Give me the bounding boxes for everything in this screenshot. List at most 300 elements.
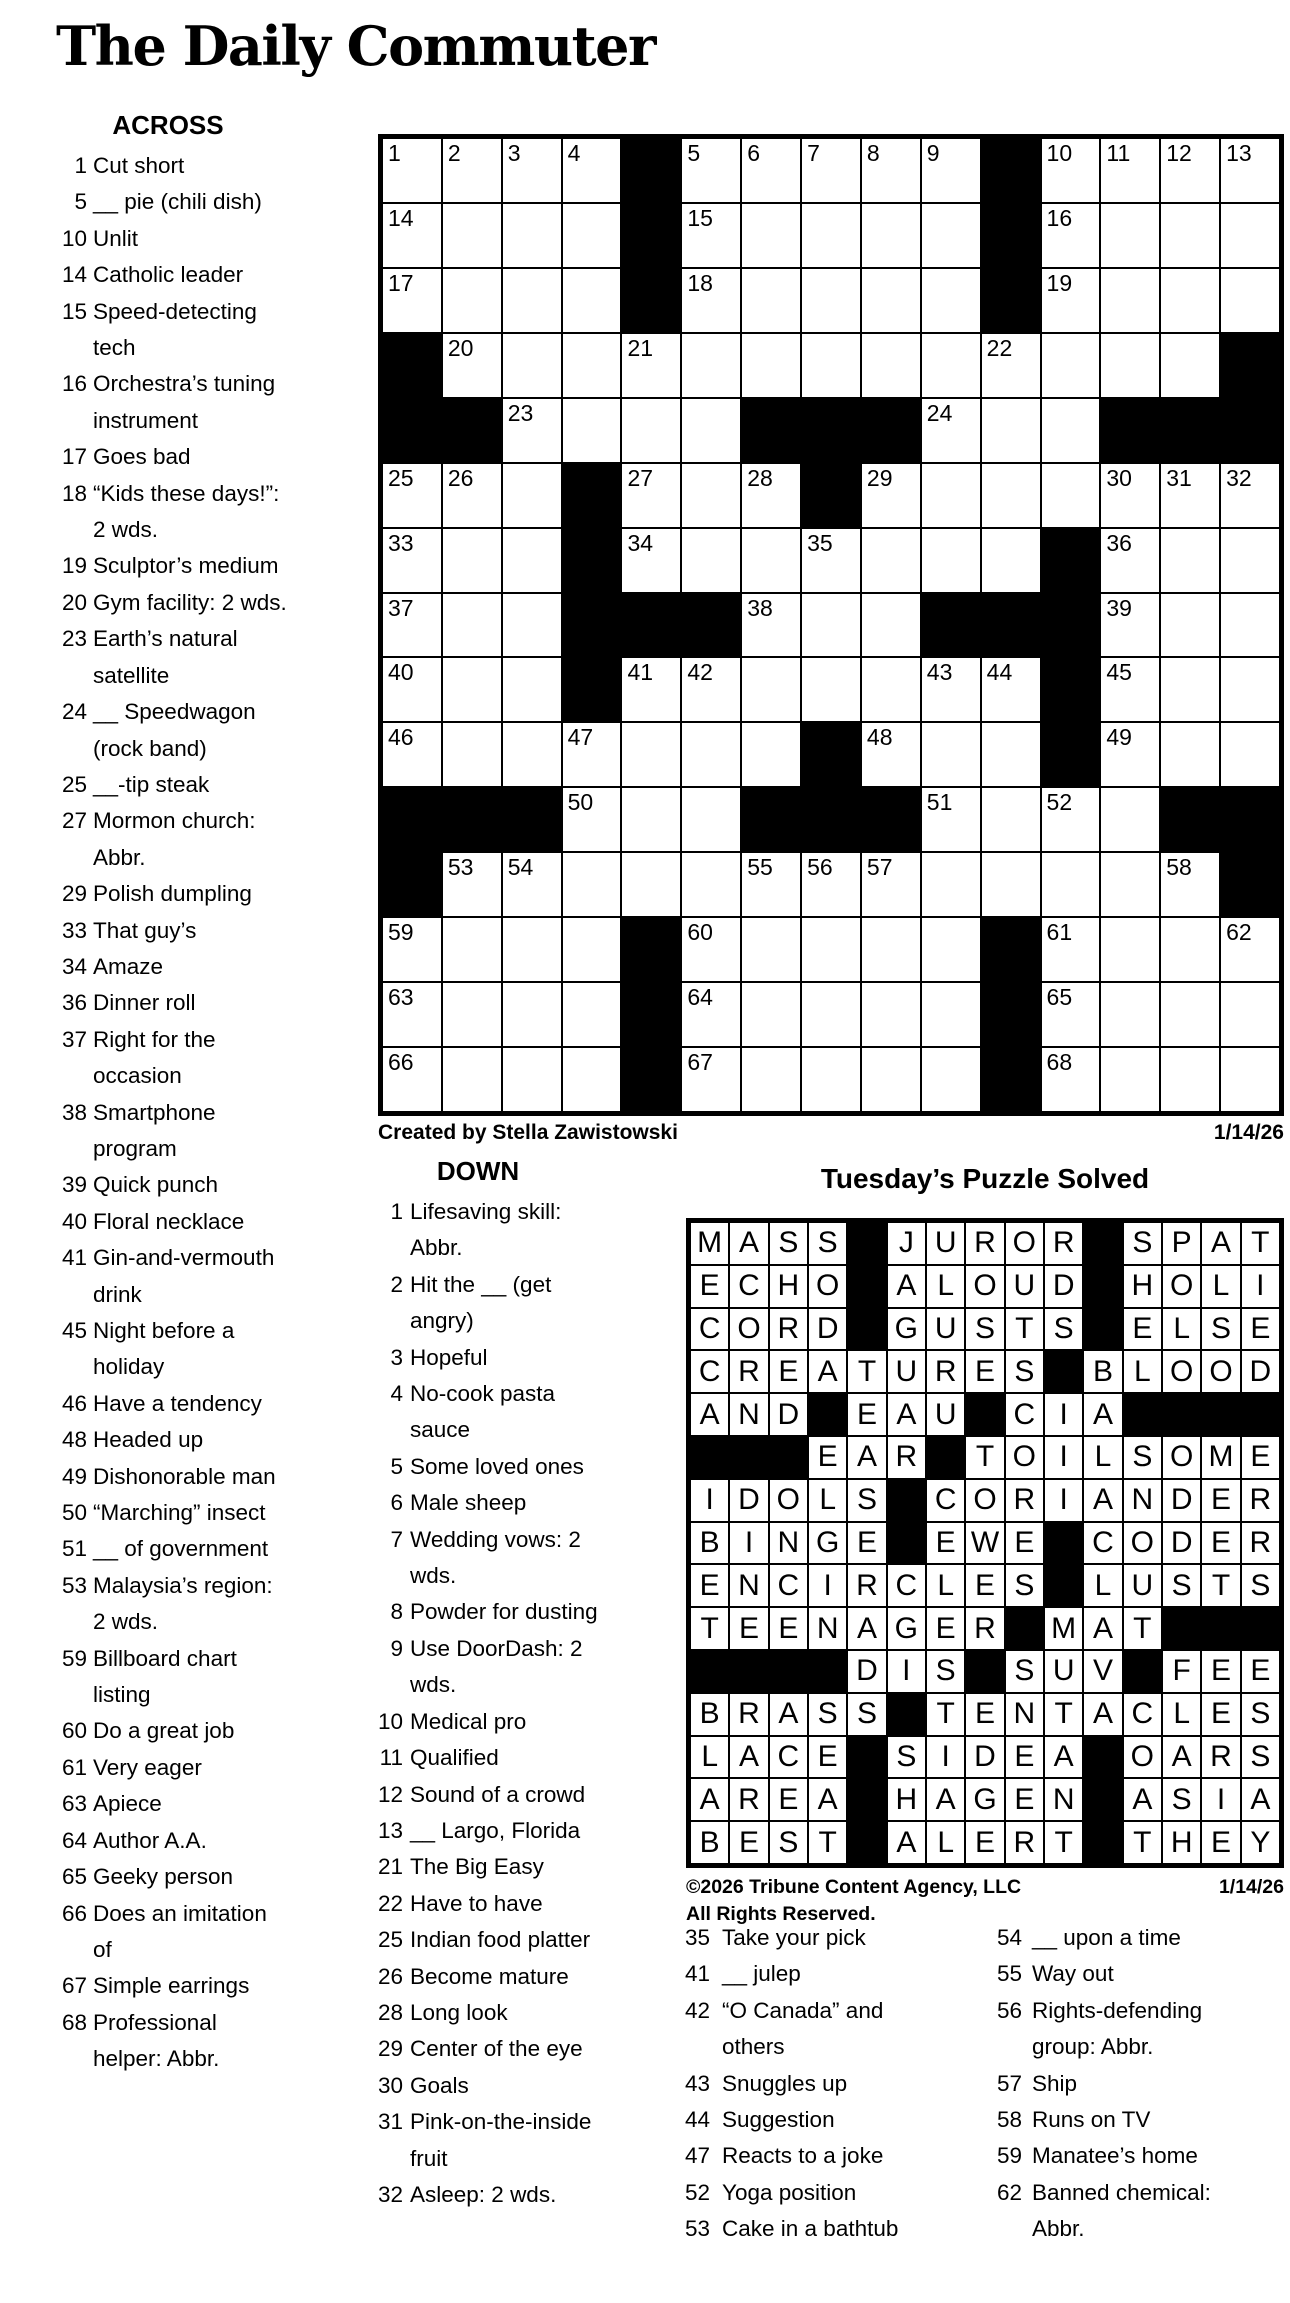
solution-letter: G — [815, 1525, 840, 1559]
grid-cell[interactable] — [862, 269, 920, 332]
grid-cell[interactable] — [503, 723, 561, 786]
grid-cell[interactable] — [682, 788, 740, 851]
grid-cell[interactable] — [1042, 983, 1100, 1046]
grid-cell[interactable] — [922, 334, 980, 397]
grid-cell — [1163, 1523, 1200, 1564]
grid-cell[interactable] — [1101, 269, 1159, 332]
grid-cell[interactable] — [1042, 399, 1100, 462]
grid-cell[interactable] — [742, 204, 800, 267]
down-clues-continued-right — [956, 1920, 1248, 2248]
grid-cell[interactable] — [1101, 334, 1159, 397]
grid-cell[interactable] — [1221, 918, 1279, 981]
cell-number: 33 — [388, 529, 414, 556]
cell-number: 31 — [1166, 464, 1192, 491]
grid-cell[interactable] — [862, 658, 920, 721]
clue-text: Unlit — [93, 225, 139, 251]
grid-cell[interactable] — [1101, 918, 1159, 981]
grid-cell[interactable] — [383, 529, 441, 592]
grid-cell[interactable] — [1221, 529, 1279, 592]
clue-number: 24 — [61, 699, 87, 725]
grid-cell[interactable] — [802, 658, 860, 721]
grid-cell[interactable] — [982, 723, 1040, 786]
grid-cell[interactable] — [922, 529, 980, 592]
grid-cell[interactable] — [1042, 853, 1100, 916]
grid-cell — [966, 1223, 1003, 1264]
grid-cell[interactable] — [1221, 723, 1279, 786]
grid-cell[interactable] — [503, 399, 561, 462]
grid-cell[interactable] — [862, 464, 920, 527]
grid-cell[interactable] — [503, 139, 561, 202]
grid-cell[interactable] — [682, 853, 740, 916]
grid-cell[interactable] — [742, 529, 800, 592]
grid-cell[interactable] — [862, 204, 920, 267]
grid-cell[interactable] — [1161, 204, 1219, 267]
grid-cell[interactable] — [1101, 658, 1159, 721]
grid-cell[interactable] — [443, 983, 501, 1046]
clue-number: 1 — [390, 1199, 403, 1224]
solution-letter: E — [1210, 1525, 1231, 1559]
black-square — [622, 204, 680, 267]
grid-cell[interactable] — [383, 918, 441, 981]
clue-text: Earth’s natural satellite — [93, 626, 238, 688]
grid-cell[interactable] — [622, 464, 680, 527]
grid-cell[interactable] — [1161, 529, 1219, 592]
clue — [956, 2102, 1248, 2138]
solution-letter: O — [1130, 1525, 1154, 1559]
grid-cell[interactable] — [1221, 594, 1279, 657]
clue-number: 57 — [996, 2070, 1022, 2096]
solution-letter: T — [975, 1440, 995, 1474]
grid-cell[interactable] — [682, 983, 740, 1046]
clue-number: 10 — [377, 1708, 403, 1734]
solution-letter: C — [1131, 1697, 1154, 1731]
grid-cell[interactable] — [742, 723, 800, 786]
grid-cell[interactable] — [622, 788, 680, 851]
grid-cell[interactable] — [503, 594, 561, 657]
grid-cell[interactable] — [622, 853, 680, 916]
grid-cell — [848, 1608, 885, 1649]
grid-cell[interactable] — [1042, 204, 1100, 267]
grid-cell[interactable] — [1042, 334, 1100, 397]
grid-cell[interactable] — [563, 918, 621, 981]
grid-cell[interactable] — [1101, 529, 1159, 592]
grid-cell[interactable] — [1101, 464, 1159, 527]
solution-letter: S — [856, 1483, 877, 1517]
grid-cell[interactable] — [383, 139, 441, 202]
grid-cell[interactable] — [1161, 269, 1219, 332]
grid-cell[interactable] — [383, 658, 441, 721]
grid-cell[interactable] — [503, 1048, 561, 1111]
grid-cell[interactable] — [622, 334, 680, 397]
grid-cell[interactable] — [922, 204, 980, 267]
solution-letter: A — [1210, 1226, 1231, 1260]
clue — [40, 184, 296, 220]
solution-letter: E — [1210, 1825, 1231, 1859]
grid-cell[interactable] — [1101, 1048, 1159, 1111]
grid-cell[interactable] — [682, 529, 740, 592]
grid-cell[interactable] — [383, 594, 441, 657]
solution-letter: S — [1171, 1782, 1192, 1816]
grid-cell[interactable] — [742, 918, 800, 981]
grid-cell[interactable] — [443, 853, 501, 916]
clue-text: Smartphone program — [93, 1099, 216, 1161]
grid-cell[interactable] — [1221, 1048, 1279, 1111]
grid-cell[interactable] — [563, 723, 621, 786]
grid-cell — [888, 1309, 925, 1350]
clue — [40, 1713, 296, 1749]
grid-cell[interactable] — [443, 464, 501, 527]
grid-cell[interactable] — [503, 334, 561, 397]
grid-cell[interactable] — [503, 529, 561, 592]
grid-cell — [888, 1651, 925, 1692]
grid-cell[interactable] — [802, 204, 860, 267]
grid-cell[interactable] — [802, 334, 860, 397]
grid-cell — [1242, 1565, 1279, 1606]
grid-cell[interactable] — [503, 204, 561, 267]
grid-cell[interactable] — [742, 334, 800, 397]
grid-cell[interactable] — [563, 399, 621, 462]
grid-cell — [888, 1565, 925, 1606]
grid-cell[interactable] — [682, 399, 740, 462]
grid-cell[interactable] — [1161, 594, 1219, 657]
grid-cell[interactable] — [1101, 853, 1159, 916]
clue-number: 43 — [684, 2070, 710, 2096]
black-square — [622, 269, 680, 332]
clue-text: Indian food platter — [410, 1927, 591, 1953]
grid-cell[interactable] — [802, 269, 860, 332]
grid-cell[interactable] — [922, 139, 980, 202]
grid-cell — [1084, 1523, 1121, 1564]
cell-number: 18 — [687, 269, 713, 296]
grid-cell[interactable] — [922, 788, 980, 851]
grid-cell — [1006, 1309, 1043, 1350]
clue — [338, 1194, 618, 1267]
clue — [338, 1886, 618, 1922]
grid-cell[interactable] — [443, 918, 501, 981]
grid-cell[interactable] — [1042, 788, 1100, 851]
grid-cell[interactable] — [1042, 918, 1100, 981]
grid-cell[interactable] — [742, 594, 800, 657]
down-clues-list-continued — [648, 1920, 918, 2248]
solution-letter: R — [974, 1226, 996, 1260]
grid-cell[interactable] — [443, 204, 501, 267]
grid-cell[interactable] — [1101, 723, 1159, 786]
grid-cell[interactable] — [742, 464, 800, 527]
cell-number: 21 — [627, 334, 654, 361]
solution-letter: C — [777, 1739, 800, 1773]
grid-cell[interactable] — [802, 1048, 860, 1111]
grid-cell[interactable] — [922, 399, 980, 462]
grid-cell[interactable] — [383, 204, 441, 267]
grid-cell[interactable] — [1161, 723, 1219, 786]
black-square — [1242, 1608, 1279, 1649]
grid-cell — [1124, 1351, 1161, 1392]
cell-number: 24 — [926, 399, 953, 426]
clue-number: 52 — [684, 2179, 710, 2205]
grid-cell[interactable] — [1221, 269, 1279, 332]
grid-cell[interactable] — [802, 529, 860, 592]
grid-cell — [1045, 1651, 1082, 1692]
grid-cell — [1006, 1266, 1043, 1307]
grid-cell[interactable] — [922, 1048, 980, 1111]
grid-cell — [1163, 1351, 1200, 1392]
black-square — [770, 1651, 807, 1692]
grid-cell[interactable] — [563, 1048, 621, 1111]
clue-number: 25 — [61, 771, 87, 797]
grid-cell[interactable] — [682, 204, 740, 267]
clue-number: 27 — [61, 808, 87, 834]
clue-text: Gym facility: 2 wds. — [93, 589, 287, 615]
grid-cell[interactable] — [503, 983, 561, 1046]
grid-cell[interactable] — [1221, 983, 1279, 1046]
solution-letter: A — [778, 1697, 799, 1731]
solution-letter: I — [1059, 1440, 1068, 1474]
grid-cell[interactable] — [922, 723, 980, 786]
grid-cell[interactable] — [682, 269, 740, 332]
grid-cell[interactable] — [982, 658, 1040, 721]
grid-cell[interactable] — [1161, 464, 1219, 527]
grid-cell[interactable] — [1161, 139, 1219, 202]
grid-cell[interactable] — [802, 983, 860, 1046]
down-clues-list — [338, 1194, 618, 2213]
grid-cell[interactable] — [383, 983, 441, 1046]
grid-cell[interactable] — [383, 723, 441, 786]
grid-cell[interactable] — [862, 918, 920, 981]
grid-cell — [809, 1266, 846, 1307]
grid-cell[interactable] — [802, 918, 860, 981]
grid-cell — [966, 1737, 1003, 1778]
clue-number: 44 — [684, 2107, 710, 2133]
clue-text: Goes bad — [93, 444, 191, 470]
grid-cell[interactable] — [742, 139, 800, 202]
grid-cell[interactable] — [563, 269, 621, 332]
grid-cell[interactable] — [1221, 139, 1279, 202]
cell-number: 15 — [687, 204, 713, 231]
clue — [338, 1740, 618, 1776]
cell-number: 62 — [1226, 919, 1252, 946]
solution-letter: N — [1131, 1483, 1154, 1517]
grid-cell[interactable] — [1101, 594, 1159, 657]
grid-cell[interactable] — [1042, 464, 1100, 527]
black-square — [802, 788, 860, 851]
grid-cell[interactable] — [1101, 204, 1159, 267]
solution-letter: N — [1052, 1782, 1075, 1816]
solution-letter: I — [902, 1654, 911, 1688]
grid-cell[interactable] — [622, 399, 680, 462]
grid-cell[interactable] — [1221, 204, 1279, 267]
clue-number: 1 — [74, 153, 87, 178]
grid-cell — [1242, 1266, 1279, 1307]
grid-cell[interactable] — [503, 918, 561, 981]
grid-cell[interactable] — [802, 853, 860, 916]
solution-letter: E — [699, 1269, 720, 1303]
clue — [338, 2177, 618, 2213]
solution-letter: A — [817, 1354, 838, 1388]
grid-cell[interactable] — [802, 594, 860, 657]
grid-cell — [770, 1351, 807, 1392]
grid-cell[interactable] — [1101, 788, 1159, 851]
solution-letter: S — [1132, 1440, 1153, 1474]
grid-cell[interactable] — [982, 853, 1040, 916]
grid-cell[interactable] — [1161, 918, 1219, 981]
grid-cell[interactable] — [742, 853, 800, 916]
grid-cell[interactable] — [622, 658, 680, 721]
grid-cell[interactable] — [922, 269, 980, 332]
grid-cell[interactable] — [742, 658, 800, 721]
cell-number: 58 — [1166, 854, 1192, 881]
solution-letter: T — [1133, 1611, 1152, 1645]
grid-cell[interactable] — [682, 658, 740, 721]
grid-cell[interactable] — [1101, 983, 1159, 1046]
grid-cell[interactable] — [563, 139, 621, 202]
grid-cell[interactable] — [563, 334, 621, 397]
grid-cell[interactable] — [862, 1048, 920, 1111]
solution-letter: S — [1014, 1568, 1035, 1602]
grid-cell[interactable] — [862, 723, 920, 786]
solution-letter: O — [1169, 1269, 1194, 1303]
grid-cell[interactable] — [682, 334, 740, 397]
grid-cell — [770, 1565, 807, 1606]
grid-cell[interactable] — [982, 464, 1040, 527]
grid-cell[interactable] — [1101, 139, 1159, 202]
grid-cell — [730, 1523, 767, 1564]
grid-cell[interactable] — [622, 723, 680, 786]
grid-cell — [1242, 1651, 1279, 1692]
grid-cell[interactable] — [862, 594, 920, 657]
clue-number: 15 — [61, 298, 87, 324]
black-square — [1045, 1565, 1082, 1606]
grid-cell[interactable] — [862, 139, 920, 202]
black-square — [982, 204, 1040, 267]
grid-cell[interactable] — [443, 594, 501, 657]
grid-cell[interactable] — [1221, 464, 1279, 527]
grid-cell[interactable] — [682, 1048, 740, 1111]
clue-number: 59 — [61, 1645, 87, 1671]
grid-cell — [1124, 1822, 1161, 1863]
grid-cell[interactable] — [982, 529, 1040, 592]
clue-text: The Big Easy — [410, 1854, 544, 1880]
grid-cell[interactable] — [503, 853, 561, 916]
grid-cell[interactable] — [443, 723, 501, 786]
grid-cell[interactable] — [922, 983, 980, 1046]
cell-number: 7 — [807, 140, 820, 166]
clue-number: 50 — [61, 1500, 87, 1526]
grid-cell[interactable] — [862, 983, 920, 1046]
grid-cell[interactable] — [1161, 853, 1219, 916]
grid-cell[interactable] — [1042, 139, 1100, 202]
grid-cell[interactable] — [982, 788, 1040, 851]
grid-cell[interactable] — [383, 1048, 441, 1111]
grid-cell[interactable] — [682, 918, 740, 981]
grid-cell[interactable] — [1161, 334, 1219, 397]
grid-cell[interactable] — [982, 334, 1040, 397]
grid-cell[interactable] — [383, 464, 441, 527]
grid-cell[interactable] — [1042, 1048, 1100, 1111]
grid-cell — [848, 1394, 885, 1435]
grid-cell[interactable] — [443, 1048, 501, 1111]
black-square — [1084, 1266, 1121, 1307]
grid-cell — [1124, 1565, 1161, 1606]
grid-cell[interactable] — [922, 853, 980, 916]
grid-cell[interactable] — [862, 334, 920, 397]
grid-cell[interactable] — [1161, 658, 1219, 721]
grid-cell[interactable] — [1042, 269, 1100, 332]
grid-cell[interactable] — [682, 723, 740, 786]
grid-cell[interactable] — [503, 269, 561, 332]
grid-cell[interactable] — [682, 139, 740, 202]
clue — [40, 913, 296, 949]
grid-cell[interactable] — [922, 658, 980, 721]
grid-cell[interactable] — [563, 983, 621, 1046]
grid-cell — [927, 1309, 964, 1350]
clue — [40, 1095, 296, 1168]
clue — [956, 2066, 1248, 2102]
grid-cell — [1124, 1223, 1161, 1264]
grid-cell — [770, 1694, 807, 1735]
black-square — [1221, 788, 1279, 851]
grid-cell[interactable] — [563, 788, 621, 851]
grid-cell[interactable] — [503, 464, 561, 527]
grid-cell — [1242, 1437, 1279, 1478]
clue — [40, 585, 296, 621]
grid-cell[interactable] — [443, 139, 501, 202]
black-square — [848, 1266, 885, 1307]
grid-cell[interactable] — [1221, 658, 1279, 721]
black-square — [848, 1779, 885, 1820]
solution-letter: R — [895, 1440, 918, 1474]
clue-number: 67 — [61, 1973, 87, 1999]
grid-cell[interactable] — [383, 269, 441, 332]
clue-number: 22 — [377, 1890, 403, 1916]
grid-cell[interactable] — [622, 529, 680, 592]
grid-cell[interactable] — [443, 658, 501, 721]
grid-cell[interactable] — [682, 464, 740, 527]
grid-cell — [1124, 1694, 1161, 1735]
solution-letter: R — [1013, 1483, 1036, 1517]
grid-cell[interactable] — [742, 269, 800, 332]
clue-number: 7 — [390, 1526, 403, 1552]
grid-cell[interactable] — [563, 204, 621, 267]
grid-cell[interactable] — [802, 139, 860, 202]
clue-number: 29 — [61, 881, 87, 907]
grid-cell[interactable] — [443, 334, 501, 397]
grid-cell[interactable] — [742, 983, 800, 1046]
grid-cell[interactable] — [503, 658, 561, 721]
grid-cell[interactable] — [443, 529, 501, 592]
grid-cell[interactable] — [862, 529, 920, 592]
solution-letter: D — [974, 1739, 996, 1773]
grid-cell[interactable] — [563, 853, 621, 916]
grid-cell[interactable] — [1161, 983, 1219, 1046]
clue-text: Asleep: 2 wds. — [410, 2181, 557, 2207]
solution-letter: H — [1131, 1269, 1154, 1303]
grid-cell[interactable] — [443, 269, 501, 332]
grid-cell[interactable] — [742, 1048, 800, 1111]
solution-letter: D — [777, 1397, 800, 1431]
grid-cell[interactable] — [862, 853, 920, 916]
clue-number: 62 — [996, 2179, 1022, 2205]
solution-letter: S — [1171, 1568, 1192, 1602]
clue — [40, 1167, 296, 1203]
clue-text: Quick punch — [93, 1172, 219, 1198]
grid-cell[interactable] — [982, 399, 1040, 462]
solution-letter: E — [974, 1825, 995, 1859]
solution-letter: E — [1250, 1311, 1271, 1345]
solution-letter: A — [699, 1782, 720, 1816]
grid-cell[interactable] — [922, 918, 980, 981]
grid-cell[interactable] — [922, 464, 980, 527]
grid-cell[interactable] — [1161, 1048, 1219, 1111]
